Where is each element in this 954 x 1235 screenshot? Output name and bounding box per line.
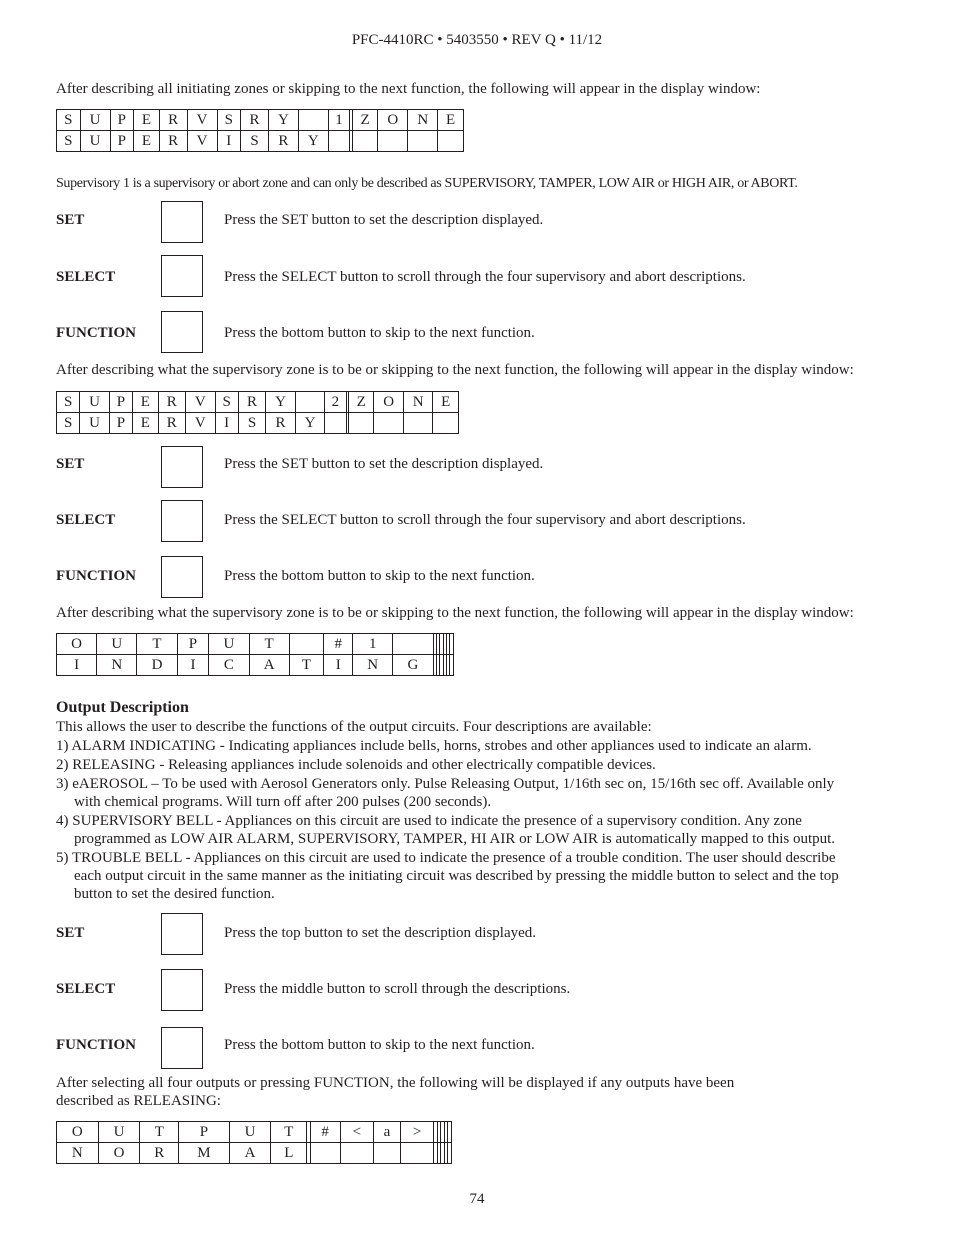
lcd-cell: # xyxy=(310,1122,340,1143)
set-label: SET xyxy=(56,456,85,472)
set-button-box[interactable] xyxy=(161,201,203,243)
lcd-cell: U xyxy=(80,110,110,131)
lcd-cell xyxy=(352,131,378,152)
set-label: SET xyxy=(56,925,85,941)
select-description: Press the SELECT button to scroll through the four supervisory and abort descriptions. xyxy=(224,269,746,285)
lcd-cell: I xyxy=(57,655,97,676)
intro-paragraph-4-line-1: After selecting all four outputs or pressing FUNCTION, the following will be displayed if any outputs have been xyxy=(56,1075,735,1091)
lcd-cell: E xyxy=(433,392,459,413)
lcd-cell: E xyxy=(134,110,160,131)
lcd-cell: G xyxy=(393,655,433,676)
list-item-text: 1) ALARM INDICATING - Indicating appliances include bells, horns, strobes and other appliances used to indicate an alarm. xyxy=(56,738,812,754)
lcd-cell: R xyxy=(268,131,298,152)
list-item-continuation: programmed as LOW AIR ALARM, SUPERVISORY, TAMPER, HI AIR or LOW AIR is automatically mapped to this output. xyxy=(74,831,836,847)
lcd-cell xyxy=(438,131,464,152)
select-button-box[interactable] xyxy=(161,255,203,297)
lcd-cell: O xyxy=(98,1143,140,1164)
lcd-cell: V xyxy=(187,110,217,131)
intro-paragraph-3: After describing what the supervisory zone is to be or skipping to the next function, the following will appear in the display window: xyxy=(56,605,854,621)
lcd-cell: P xyxy=(177,634,209,655)
lcd-cell xyxy=(310,1143,340,1164)
lcd-cell: U xyxy=(80,413,110,434)
lcd-cell: M xyxy=(179,1143,230,1164)
list-item xyxy=(56,775,916,811)
page-header: PFC-4410RC • 5403550 • REV Q • 11/12 xyxy=(351,32,603,48)
lcd-cell xyxy=(289,634,324,655)
lcd-cell xyxy=(349,413,374,434)
lcd-cell: 1 xyxy=(328,110,349,131)
lcd-cell xyxy=(403,413,433,434)
select-label: SELECT xyxy=(56,981,116,997)
lcd-cell: Y xyxy=(266,392,296,413)
lcd-row xyxy=(57,131,464,152)
lcd-cell: L xyxy=(271,1143,307,1164)
lcd-cell: R xyxy=(159,131,187,152)
lcd-display-1 xyxy=(56,109,464,152)
lcd-row xyxy=(57,392,459,413)
lcd-cell xyxy=(448,1143,452,1164)
set-label: SET xyxy=(56,212,85,228)
lcd-cell xyxy=(400,1143,433,1164)
lcd-display-4 xyxy=(56,1121,452,1164)
lcd-row xyxy=(57,634,454,655)
lcd-cell xyxy=(378,131,408,152)
lcd-cell xyxy=(393,634,433,655)
lcd-cell: I xyxy=(324,655,353,676)
lcd-cell: T xyxy=(140,1122,179,1143)
intro-paragraph-4-line-2: described as RELEASING: xyxy=(56,1093,221,1109)
lcd-display-3 xyxy=(56,633,454,676)
lcd-row xyxy=(57,1143,452,1164)
lcd-cell: V xyxy=(187,131,217,152)
intro-paragraph-2: After describing what the supervisory zone is to be or skipping to the next function, the following will appear in the display window: xyxy=(56,362,854,378)
lcd-cell: S xyxy=(241,131,269,152)
lcd-cell: S xyxy=(238,413,265,434)
lcd-cell xyxy=(298,110,328,131)
lcd-cell: N xyxy=(57,1143,99,1164)
set-description: Press the SET button to set the description displayed. xyxy=(224,212,544,228)
select-label: SELECT xyxy=(56,269,116,285)
lcd-cell: N xyxy=(408,110,438,131)
select-description: Press the middle button to scroll through the descriptions. xyxy=(224,981,571,997)
list-item xyxy=(56,756,916,774)
lcd-cell xyxy=(450,634,454,655)
lcd-cell: P xyxy=(109,392,132,413)
lcd-cell: S xyxy=(57,413,80,434)
lcd-row xyxy=(57,1122,452,1143)
lcd-cell: Y xyxy=(298,131,328,152)
output-intro: This allows the user to describe the functions of the output circuits. Four descriptions are available: xyxy=(56,719,652,735)
lcd-row xyxy=(57,110,464,131)
function-description: Press the bottom button to skip to the next function. xyxy=(224,1037,535,1053)
function-button-box[interactable] xyxy=(161,1027,203,1069)
list-item-continuation: with chemical programs. Will turn off after 200 pulses (200 seconds). xyxy=(74,794,492,810)
lcd-cell: U xyxy=(80,392,110,413)
lcd-cell: Y xyxy=(268,110,298,131)
lcd-cell: R xyxy=(158,413,185,434)
lcd-cell: U xyxy=(209,634,249,655)
lcd-cell: R xyxy=(241,110,269,131)
lcd-cell xyxy=(448,1122,452,1143)
intro-paragraph-4 xyxy=(56,1074,916,1110)
set-button-box[interactable] xyxy=(161,446,203,488)
lcd-cell: O xyxy=(374,392,404,413)
lcd-cell: Z xyxy=(349,392,374,413)
lcd-cell: N xyxy=(97,655,137,676)
lcd-cell: S xyxy=(217,110,241,131)
select-button-box[interactable] xyxy=(161,500,203,542)
lcd-cell: 1 xyxy=(353,634,393,655)
lcd-cell xyxy=(433,413,459,434)
lcd-cell: U xyxy=(98,1122,140,1143)
list-item xyxy=(56,849,916,903)
lcd-cell xyxy=(450,655,454,676)
list-item xyxy=(56,737,916,755)
lcd-cell: E xyxy=(134,131,160,152)
page-number: 74 xyxy=(469,1191,485,1207)
lcd-cell: S xyxy=(57,110,81,131)
lcd-cell xyxy=(374,413,404,434)
lcd-cell: R xyxy=(238,392,265,413)
list-item xyxy=(56,812,916,848)
supervisory-note: Supervisory 1 is a supervisory or abort zone and can only be described as SUPERVISORY, TAMPER, LOW AIR or HIGH AIR, or ABORT. xyxy=(56,176,798,191)
lcd-cell: O xyxy=(57,1122,99,1143)
lcd-cell: > xyxy=(400,1122,433,1143)
lcd-cell: T xyxy=(289,655,324,676)
lcd-cell: T xyxy=(271,1122,307,1143)
list-item-text: 4) SUPERVISORY BELL - Appliances on this circuit are used to indicate the presence of a supervisory condition. Any zone xyxy=(56,813,802,829)
lcd-cell: U xyxy=(97,634,137,655)
lcd-cell: R xyxy=(158,392,185,413)
lcd-cell: P xyxy=(109,413,132,434)
lcd-cell xyxy=(328,131,349,152)
lcd-cell: Y xyxy=(295,413,325,434)
lcd-cell xyxy=(325,413,346,434)
function-label: FUNCTION xyxy=(56,325,137,341)
lcd-cell: V xyxy=(185,392,215,413)
select-label: SELECT xyxy=(56,512,116,528)
lcd-cell: T xyxy=(249,634,289,655)
list-item-text: 3) eAEROSOL – To be used with Aerosol Generators only. Pulse Releasing Output, 1/16th sec on, 15/16th sec off. Available only xyxy=(56,776,835,792)
lcd-cell: T xyxy=(137,634,177,655)
lcd-cell: a xyxy=(373,1122,400,1143)
list-item-text: 5) TROUBLE BELL - Appliances on this circuit are used to indicate the presence of a trouble condition. The user should describe xyxy=(56,850,836,866)
list-item-continuation: each output circuit in the same manner as the initiating circuit was described by pressing the middle button to select and the top button to set the desired function. xyxy=(74,868,839,902)
lcd-cell: P xyxy=(110,131,134,152)
select-description: Press the SELECT button to scroll through the four supervisory and abort descriptions. xyxy=(224,512,746,528)
list-item-text: 2) RELEASING - Releasing appliances include solenoids and other electrically compatible devices. xyxy=(56,757,656,773)
lcd-cell: S xyxy=(57,131,81,152)
lcd-row xyxy=(57,413,459,434)
lcd-cell: R xyxy=(266,413,296,434)
lcd-cell xyxy=(373,1143,400,1164)
lcd-cell: R xyxy=(159,110,187,131)
lcd-cell xyxy=(408,131,438,152)
lcd-display-2 xyxy=(56,391,459,434)
section-heading: Output Description xyxy=(56,699,189,716)
lcd-cell xyxy=(340,1143,373,1164)
lcd-cell: I xyxy=(217,131,241,152)
lcd-cell: U xyxy=(229,1122,271,1143)
function-button-box[interactable] xyxy=(161,311,203,353)
function-label: FUNCTION xyxy=(56,1037,137,1053)
lcd-cell: N xyxy=(353,655,393,676)
lcd-cell: R xyxy=(140,1143,179,1164)
lcd-cell xyxy=(295,392,325,413)
lcd-cell: U xyxy=(80,131,110,152)
lcd-cell: P xyxy=(110,110,134,131)
lcd-row xyxy=(57,655,454,676)
lcd-cell: E xyxy=(438,110,464,131)
lcd-cell: O xyxy=(57,634,97,655)
lcd-cell: Z xyxy=(352,110,378,131)
set-button-box[interactable] xyxy=(161,913,203,955)
lcd-cell: E xyxy=(133,392,158,413)
lcd-cell: D xyxy=(137,655,177,676)
lcd-cell: < xyxy=(340,1122,373,1143)
lcd-cell: E xyxy=(133,413,158,434)
lcd-cell: I xyxy=(177,655,209,676)
set-description: Press the SET button to set the description displayed. xyxy=(224,456,544,472)
function-label: FUNCTION xyxy=(56,568,137,584)
lcd-cell: S xyxy=(215,392,238,413)
lcd-cell: A xyxy=(229,1143,271,1164)
select-button-box[interactable] xyxy=(161,969,203,1011)
lcd-cell: C xyxy=(209,655,249,676)
lcd-cell: A xyxy=(249,655,289,676)
lcd-cell: I xyxy=(215,413,238,434)
function-description: Press the bottom button to skip to the next function. xyxy=(224,568,535,584)
lcd-cell: S xyxy=(57,392,80,413)
lcd-cell: N xyxy=(403,392,433,413)
lcd-cell: V xyxy=(185,413,215,434)
lcd-cell: O xyxy=(378,110,408,131)
lcd-cell: # xyxy=(324,634,353,655)
function-button-box[interactable] xyxy=(161,556,203,598)
intro-paragraph-1: After describing all initiating zones or skipping to the next function, the following will appear in the display window: xyxy=(56,81,761,97)
function-description: Press the bottom button to skip to the next function. xyxy=(224,325,535,341)
lcd-cell: P xyxy=(179,1122,230,1143)
lcd-cell: 2 xyxy=(325,392,346,413)
set-description: Press the top button to set the description displayed. xyxy=(224,925,537,941)
